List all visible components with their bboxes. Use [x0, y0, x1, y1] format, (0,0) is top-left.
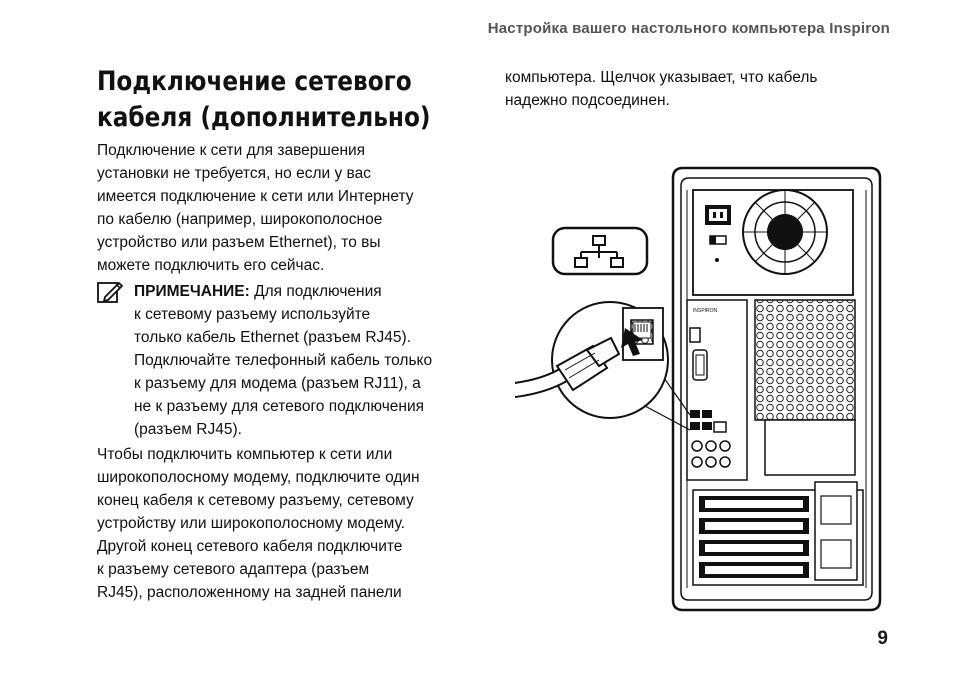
note-line: к разъему для модема (разъем RJ11), а — [134, 375, 421, 392]
intro-line: имеется подключение к сети или Интернету — [97, 188, 414, 205]
continuation-line: надежно подсоединен. — [505, 92, 670, 109]
note-line: (разъем RJ45). — [134, 421, 242, 438]
note-line: Подключайте телефонный кабель только — [134, 352, 433, 369]
title-line-2: кабеля (дополнительно) — [97, 102, 431, 133]
note-first-line — [134, 280, 494, 303]
computer-rear-illustration — [515, 160, 895, 620]
expansion-slots — [693, 482, 863, 585]
rear-brand-label: INSPIRON — [693, 308, 718, 314]
instructions-paragraph — [97, 443, 487, 604]
section-title — [97, 64, 431, 136]
rear-io-panel — [687, 300, 747, 480]
network-port-icon — [553, 228, 647, 274]
title-line-1: Подключение сетевого — [97, 66, 412, 97]
note-label: ПРИМЕЧАНИЕ: — [134, 283, 250, 300]
note-first-line-text: Для подключения — [249, 283, 382, 300]
intro-line: можете подключить его сейчас. — [97, 257, 325, 274]
intro-line: Подключение к сети для завершения — [97, 142, 366, 159]
intro-line: по кабелю (например, широкополосное — [97, 211, 383, 228]
intro-line: установки не требуется, но если у вас — [97, 165, 371, 182]
instructions-line: к разъему сетевого адаптера (разъем — [97, 561, 370, 578]
page-number: 9 — [877, 628, 888, 649]
intro-line: устройство или разъем Ethernet), то вы — [97, 234, 381, 251]
note-line: только кабель Ethernet (разъем RJ45). — [134, 329, 412, 346]
instructions-line: Другой конец сетевого кабеля подключите — [97, 538, 403, 555]
pencil-note-icon — [97, 280, 123, 304]
note-line: к сетевому разъему используйте — [134, 306, 371, 323]
running-header: Настройка вашего настольного компьютера Inspiron — [487, 20, 890, 37]
vent-grille — [755, 300, 855, 475]
continuation-paragraph — [505, 66, 895, 112]
instructions-line: Чтобы подключить компьютер к сети или — [97, 446, 393, 463]
instructions-line: RJ45), расположенному на задней панели — [97, 584, 402, 601]
continuation-line: компьютера. Щелчок указывает, что кабель — [505, 69, 818, 86]
power-supply — [693, 190, 853, 295]
instructions-line: широкополосному модему, подключите один — [97, 469, 420, 486]
instructions-line: конец кабеля к сетевому разъему, сетевому — [97, 492, 414, 509]
note-line: не к разъему для сетевого подключения — [134, 398, 425, 415]
intro-paragraph — [97, 139, 477, 277]
instructions-line: устройству или широкополосному модему. — [97, 515, 405, 532]
note-block — [134, 280, 494, 441]
